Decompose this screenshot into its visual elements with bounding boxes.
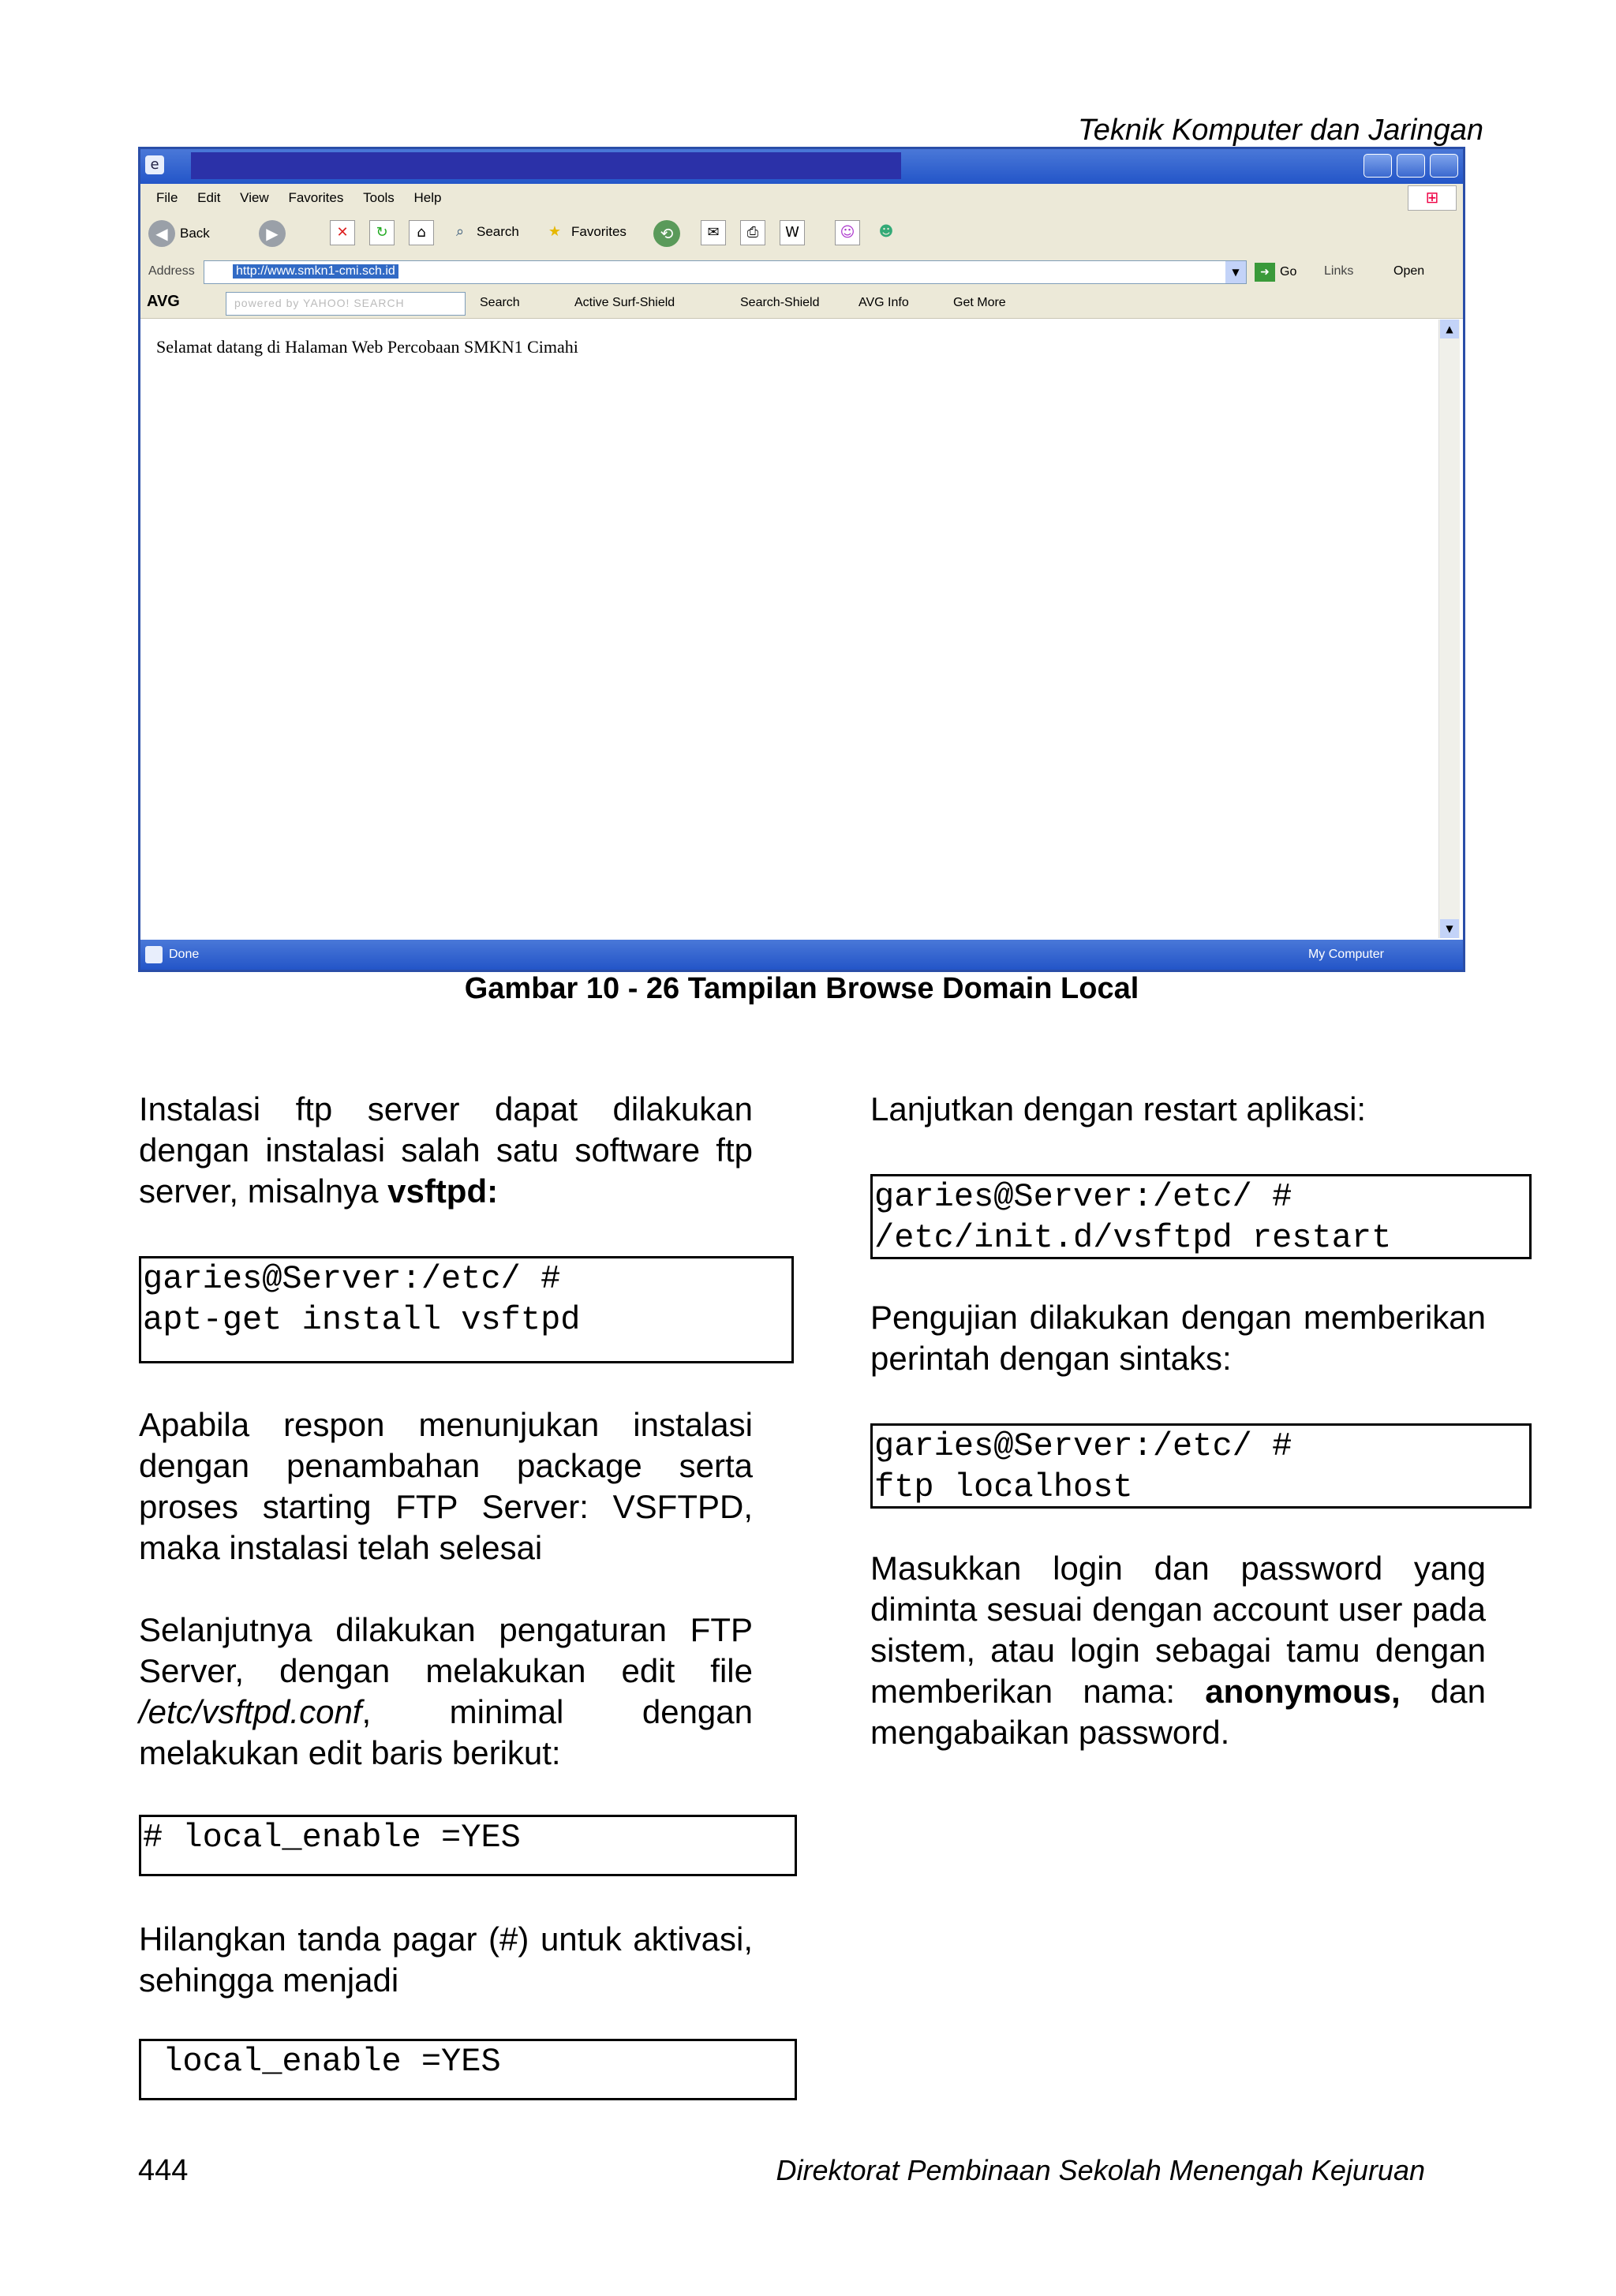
code-box-commented	[139, 1815, 797, 1876]
go-button[interactable]	[1255, 263, 1296, 282]
code-line: local_enable =YES	[143, 2043, 501, 2081]
menu-help[interactable]: Help	[413, 190, 442, 205]
history-icon: ⟲	[653, 220, 680, 247]
right-p3-bold: anonymous,	[1205, 1673, 1401, 1710]
home-button[interactable]	[409, 220, 434, 245]
search-label: Search	[477, 224, 519, 239]
running-footer: Direktorat Pembinaan Sekolah Menengah Kejuruan	[776, 2154, 1425, 2186]
close-button[interactable]	[1430, 154, 1458, 178]
zone-text: My Computer	[1307, 948, 1384, 961]
code-line: ftp localhost	[874, 1468, 1133, 1506]
right-paragraph-3	[870, 1548, 1486, 1753]
home-icon: ⌂	[409, 220, 434, 245]
code-line: garies@Server:/etc/ #	[143, 1260, 561, 1298]
right-paragraph-1	[870, 1089, 1486, 1130]
code-box-install	[139, 1256, 794, 1363]
open-button[interactable]: Open	[1393, 264, 1425, 278]
code-box-enabled	[139, 2039, 797, 2100]
right-paragraph-2	[870, 1297, 1486, 1379]
left-p4-text: Hilangkan tanda pagar (#) untuk aktivasi, sehingga menjadi	[139, 1920, 753, 1999]
minimize-button[interactable]	[1364, 154, 1392, 178]
right-p2-text: Pengujian dilakukan dengan memberikan perintah dengan sintaks:	[870, 1299, 1486, 1377]
address-input[interactable]	[204, 260, 1247, 284]
toolbar	[140, 212, 1463, 257]
avg-info[interactable]: AVG Info	[858, 296, 909, 309]
left-p2-text: Apabila respon menunjukan instalasi dengan penambahan package serta proses starting FTP Server: VSFTPD, maka instalasi telah selesai	[139, 1406, 753, 1566]
title-text-area	[191, 152, 901, 179]
code-box-restart	[870, 1174, 1532, 1259]
print-button[interactable]	[740, 220, 765, 245]
scroll-up-icon[interactable]: ▲	[1440, 320, 1459, 338]
right-p3-text-a: Masukkan login dan password yang diminta sesuai dengan account user pada sistem, atau login sebagai tamu dengan memberikan nama:	[870, 1550, 1486, 1710]
left-p3-text-a: Selanjutnya dilakukan pengaturan FTP Server, dengan melakukan edit file	[139, 1611, 753, 1689]
stop-icon: ✕	[330, 220, 355, 245]
browser-screenshot	[138, 147, 1465, 972]
address-bar	[140, 256, 1463, 289]
stop-button[interactable]	[330, 220, 355, 245]
code-line: # local_enable =YES	[143, 1819, 521, 1857]
word-icon: W	[780, 220, 805, 245]
mail-button[interactable]	[701, 220, 726, 245]
address-url: http://www.smkn1-cmi.sch.id	[233, 264, 398, 279]
back-button[interactable]	[148, 220, 210, 247]
code-box-ftp-test	[870, 1423, 1532, 1509]
title-bar	[140, 149, 1463, 184]
contacts-button[interactable]	[874, 220, 898, 244]
status-text: Done	[169, 948, 200, 961]
search-button[interactable]	[448, 220, 519, 244]
avg-get-more[interactable]: Get More	[953, 296, 1006, 309]
vertical-scrollbar[interactable]	[1438, 320, 1460, 938]
scroll-down-icon[interactable]: ▼	[1440, 919, 1459, 938]
figure-caption: Gambar 10 - 26 Tampilan Browse Domain Local	[464, 972, 1139, 1005]
menu-edit[interactable]: Edit	[197, 190, 221, 205]
menu-view[interactable]: View	[240, 190, 269, 205]
right-p1-text: Lanjutkan dengan restart aplikasi:	[870, 1090, 1367, 1127]
forward-arrow-icon: ▶	[259, 220, 286, 247]
avg-logo[interactable]: AVG	[147, 293, 180, 310]
code-line: garies@Server:/etc/ #	[874, 1427, 1292, 1465]
forward-button[interactable]	[259, 220, 286, 247]
left-paragraph-2	[139, 1404, 753, 1569]
left-paragraph-3	[139, 1610, 753, 1774]
address-label: Address	[148, 264, 195, 278]
menu-favorites[interactable]: Favorites	[288, 190, 344, 205]
search-icon: ⌕	[455, 223, 465, 240]
left-p3-text-b: , minimal dengan melakukan edit baris berikut:	[139, 1693, 753, 1771]
avg-toolbar	[140, 288, 1463, 319]
right-p3-text-b: dan mengabaikan password.	[870, 1673, 1486, 1751]
back-arrow-icon: ◀	[148, 220, 175, 247]
avg-search-placeholder: powered by YAHOO! SEARCH	[234, 297, 405, 309]
left-paragraph-1	[139, 1089, 753, 1212]
go-label: Go	[1280, 265, 1297, 279]
back-label: Back	[180, 226, 210, 241]
page-number: 444	[138, 2154, 189, 2187]
menu-file[interactable]: File	[156, 190, 178, 205]
messenger-icon: ☺	[835, 220, 860, 245]
left-p1-bold: vsftpd:	[387, 1172, 499, 1210]
page-welcome-text: Selamat datang di Halaman Web Percobaan SMKN1 Cimahi	[156, 337, 578, 357]
code-line: garies@Server:/etc/ #	[874, 1178, 1292, 1216]
favorites-button[interactable]	[543, 220, 627, 244]
print-icon: ⎙	[740, 220, 765, 245]
avg-search-input[interactable]	[226, 292, 466, 316]
avg-search-button[interactable]: Search	[480, 296, 520, 309]
running-header: Teknik Komputer dan Jaringan	[1077, 114, 1483, 147]
mail-icon: ✉	[701, 220, 726, 245]
contacts-icon: ☻	[878, 223, 894, 240]
star-icon: ★	[548, 223, 562, 240]
code-line: /etc/init.d/vsftpd restart	[874, 1219, 1392, 1257]
left-paragraph-4	[139, 1919, 753, 2001]
chevron-down-icon[interactable]: ▼	[1225, 261, 1246, 283]
code-line: apt-get install vsftpd	[143, 1301, 581, 1339]
menu-bar	[140, 184, 1463, 213]
ie-icon: e	[145, 155, 164, 174]
edit-button[interactable]	[780, 220, 805, 245]
windows-logo-icon: ⊞	[1408, 185, 1457, 211]
refresh-button[interactable]	[369, 220, 395, 245]
history-button[interactable]	[653, 220, 680, 247]
maximize-button[interactable]	[1397, 154, 1425, 178]
status-bar	[140, 940, 1463, 970]
favorites-label: Favorites	[571, 224, 627, 239]
menu-tools[interactable]: Tools	[363, 190, 395, 205]
messenger-button[interactable]	[835, 220, 860, 245]
links-button[interactable]: Links	[1324, 264, 1354, 278]
avg-active-surf-shield[interactable]: Active Surf-Shield	[574, 296, 675, 309]
avg-search-shield[interactable]: Search-Shield	[740, 296, 820, 309]
page-content	[144, 320, 1439, 938]
left-p3-italic: /etc/vsftpd.conf	[139, 1693, 362, 1730]
refresh-icon: ↻	[369, 220, 395, 245]
left-p1-text: Instalasi ftp server dapat dilakukan dengan instalasi salah satu software ftp server, misalnya	[139, 1090, 753, 1210]
page-icon	[145, 946, 163, 963]
go-arrow-icon: ➜	[1255, 263, 1275, 282]
